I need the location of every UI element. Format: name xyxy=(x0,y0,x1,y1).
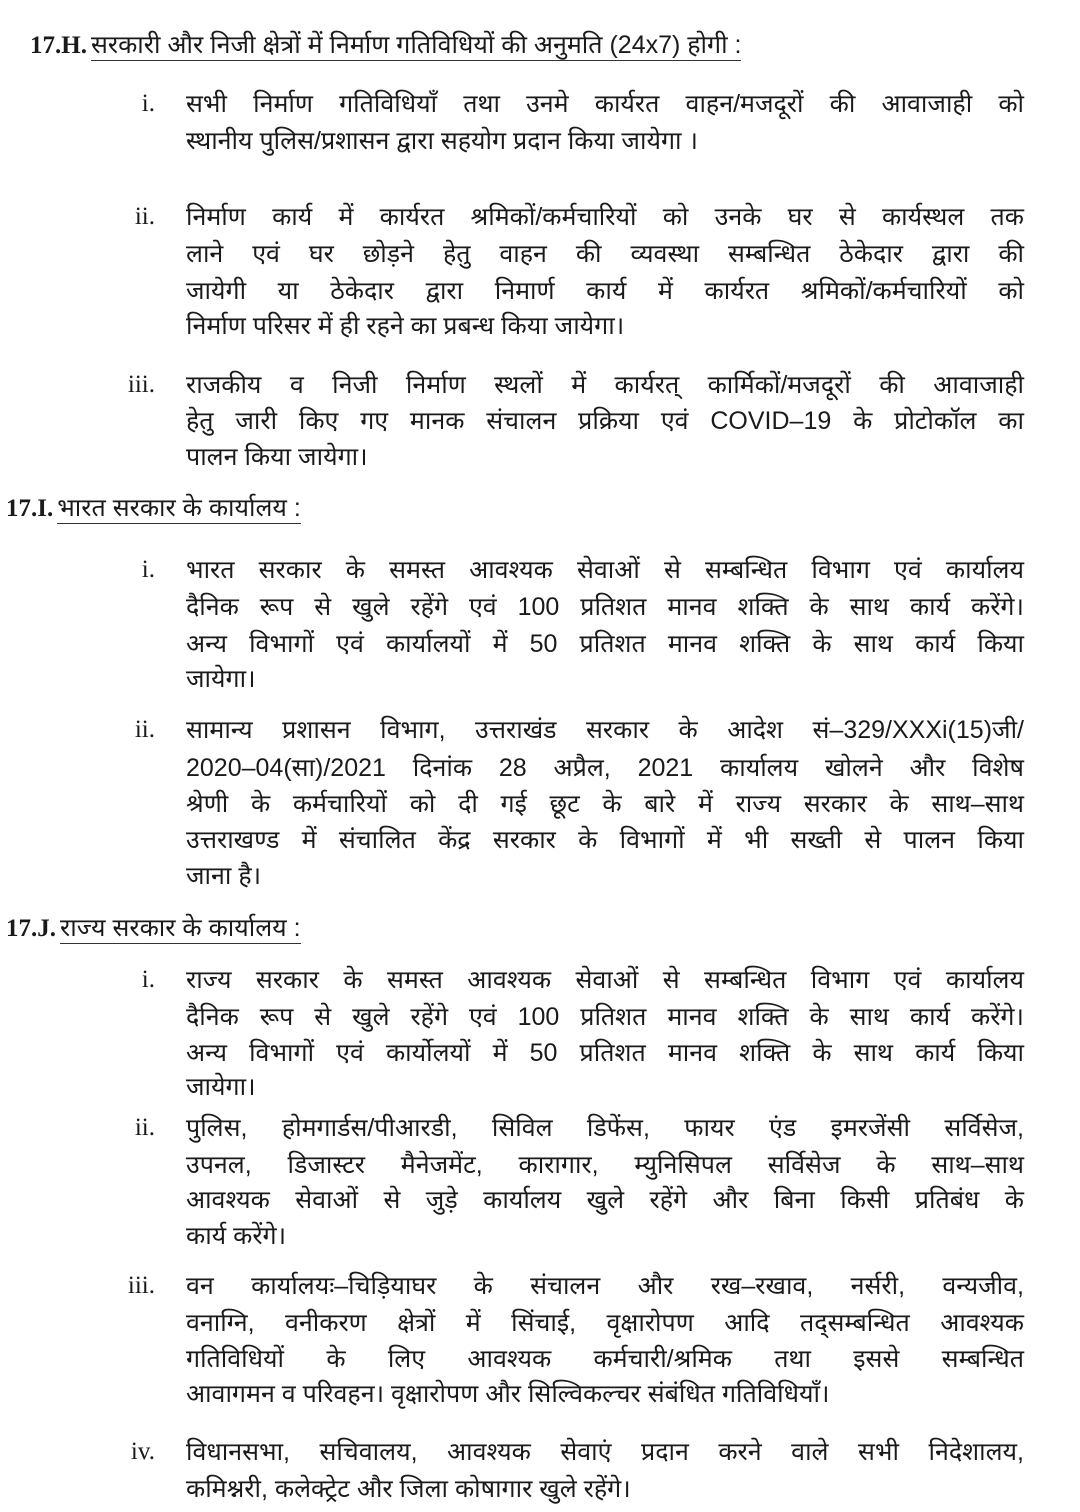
section-title: भारत सरकार के कार्यालय : xyxy=(57,494,301,522)
section-title: सरकारी और निजी क्षेत्रों में निर्माण गतिविधियों की अनुमति (24x7) होगी : xyxy=(90,31,742,59)
section-heading xyxy=(6,491,301,526)
paragraph-line: सामान्य प्रशासन विभाग, उत्तराखंड सरकार के आदेश सं–329/XXXi(15)जी/ xyxy=(186,716,1024,744)
list-marker: i. xyxy=(141,556,155,583)
paragraph-line: स्थानीय पुलिस/प्रशासन द्वारा सहयोग प्रदान किया जायेगा । xyxy=(186,127,698,155)
paragraph-line: जायेगा। xyxy=(186,1073,256,1101)
list-marker: iv. xyxy=(130,1438,155,1465)
section-number: 17.I. xyxy=(6,495,54,522)
paragraph-line: हेतु जारी किए गए मानक संचालन प्रक्रिया एवं COVID–19 के प्रोटोकॉल का xyxy=(186,407,1024,435)
paragraph-line: वन कार्यालयः–चिड़ियाघर के संचालन और रख–रखाव, नर्सरी, वन्यजीव, xyxy=(186,1272,1024,1300)
list-marker: i. xyxy=(141,90,155,117)
section-heading xyxy=(30,28,741,63)
paragraph-line: जायेगी या ठेकेदार द्वारा निमार्ण कार्य में कार्यरत श्रमिकों/कर्मचारियों को xyxy=(186,277,1024,305)
section-number: 17.J. xyxy=(6,915,56,942)
paragraph-line: निर्माण कार्य में कार्यरत श्रमिकों/कर्मचारियों को उनके घर से कार्यस्थल तक xyxy=(186,203,1024,231)
paragraph-line: राजकीय व निजी निर्माण स्थलों में कार्यरत् कार्मिकों/मजदूरों की आवाजाही xyxy=(186,371,1024,399)
paragraph-line: भारत सरकार के समस्त आवश्यक सेवाओं से सम्बन्धित विभाग एवं कार्यालय xyxy=(186,556,1024,584)
section-title: राज्य सरकार के कार्यालय : xyxy=(60,914,301,942)
paragraph-line: गतिविधियों के लिए आवश्यक कर्मचारी/श्रमिक तथा इससे सम्बन्धित xyxy=(186,1345,1024,1373)
paragraph-line: पुलिस, होमगार्डस/पीआरडी, सिविल डिफेंस, फायर एंड इमरजेंसी सर्विसेज, xyxy=(186,1114,1024,1142)
list-marker: iii. xyxy=(127,371,155,398)
paragraph-line: उत्तराखण्ड में संचालित केंद्र सरकार के विभागों में भी सख्ती से पालन किया xyxy=(186,826,1024,854)
paragraph-line: आवागमन व परिवहन। वृक्षारोपण और सिल्विकल्चर संबंधित गतिविधियाँ। xyxy=(186,1380,830,1408)
paragraph-line: लाने एवं घर छोड़ने हेतु वाहन की व्यवस्था सम्बन्धित ठेकेदार द्वारा की xyxy=(186,240,1024,268)
list-marker: ii. xyxy=(134,716,155,743)
paragraph-line: वनाग्नि, वनीकरण क्षेत्रों में सिंचाई, वृक्षारोपण आदि तद्सम्बन्धित आवश्यक xyxy=(186,1309,1024,1337)
paragraph-line: पालन किया जायेगा। xyxy=(186,443,368,471)
section-heading xyxy=(6,911,301,946)
paragraph-line: उपनल, डिजास्टर मैनेजमेंट, कारागार, म्युनिसिपल सर्विसेज के साथ–साथ xyxy=(186,1151,1024,1179)
section-number: 17.H. xyxy=(30,32,87,59)
paragraph-line: विधानसभा, सचिवालय, आवश्यक सेवाएं प्रदान करने वाले सभी निदेशालय, xyxy=(186,1438,1024,1466)
paragraph-line: राज्य सरकार के समस्त आवश्यक सेवाओं से सम्बन्धित विभाग एवं कार्यालय xyxy=(186,966,1024,994)
paragraph-line: अन्य विभागों एवं कार्यालयों में 50 प्रतिशत मानव शक्ति के साथ कार्य किया xyxy=(186,630,1024,658)
paragraph-line: कार्य करेंगे। xyxy=(186,1222,287,1250)
paragraph-line: अन्य विभागों एवं कार्योलयों में 50 प्रतिशत मानव शक्ति के साथ कार्य किया xyxy=(186,1039,1024,1067)
paragraph-line: जायेगा। xyxy=(186,665,256,693)
paragraph-line: श्रेणी के कर्मचारियों को दी गई छूट के बारे में राज्य सरकार के साथ–साथ xyxy=(186,790,1024,818)
list-marker: ii. xyxy=(134,1114,155,1141)
paragraph-line: 2020–04(सा)/2021 दिनांक 28 अप्रैल, 2021 कार्यालय खोलने और विशेष xyxy=(186,754,1024,782)
paragraph-line: आवश्यक सेवाओं से जुड़े कार्यालय खुले रहेंगे और बिना किसी प्रतिबंध के xyxy=(186,1186,1024,1214)
paragraph-line: दैनिक रूप से खुले रहेंगे एवं 100 प्रतिशत मानव शक्ति के साथ कार्य करेंगे। xyxy=(186,1003,1024,1031)
list-marker: i. xyxy=(141,966,155,993)
paragraph-line: निर्माण परिसर में ही रहने का प्रबन्ध किया जायेगा। xyxy=(186,312,625,340)
paragraph-line: जाना है। xyxy=(186,862,262,890)
paragraph-line: सभी निर्माण गतिविधियाँ तथा उनमे कार्यरत वाहन/मजदूरों की आवाजाही को xyxy=(186,90,1024,118)
list-marker: ii. xyxy=(134,203,155,230)
paragraph-line: दैनिक रूप से खुले रहेंगे एवं 100 प्रतिशत मानव शक्ति के साथ कार्य करेंगे। xyxy=(186,593,1024,621)
paragraph-line: कमिश्नरी, कलेक्ट्रेट और जिला कोषागार खुले रहेंगे। xyxy=(186,1475,631,1503)
list-marker: iii. xyxy=(127,1272,155,1299)
